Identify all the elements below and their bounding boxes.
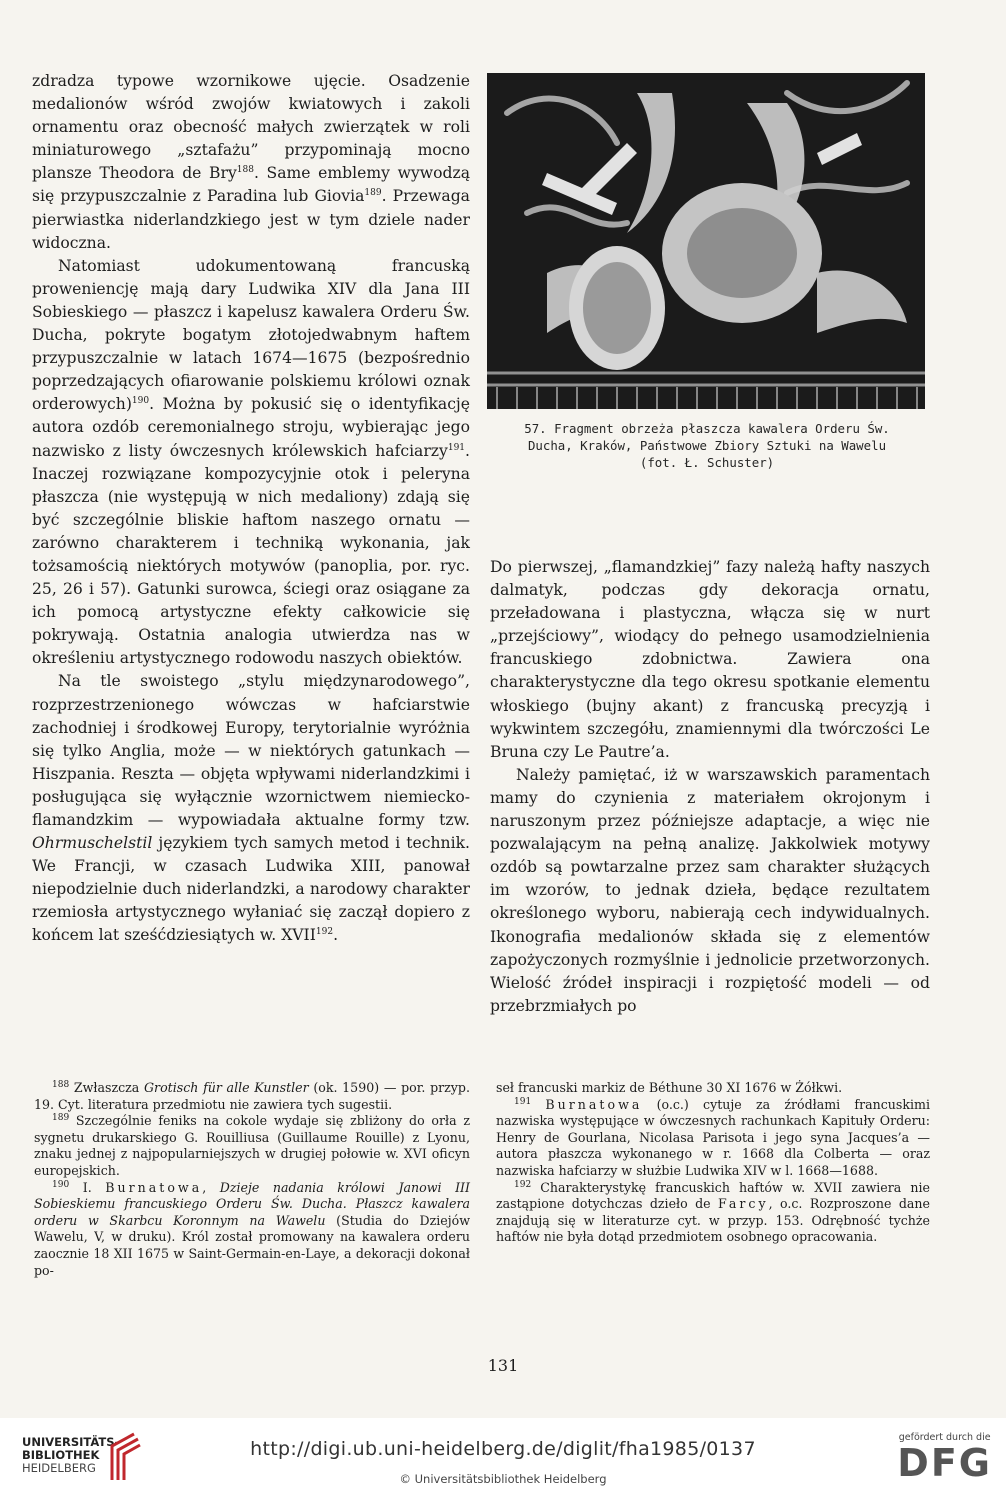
footnote-ref-188[interactable]: 188 — [236, 165, 254, 176]
caption-line: Ducha, Kraków, Państwowe Zbiory Sztuki na Wawelu — [527, 438, 887, 453]
footnote-190: $^{190}$ I. Burnatowa, Dzieje nadania królowi Janowi III Sobieskiemu francuskiego Orderu Św. Ducha. Płaszcz kawalera orderu w Skarbcu Koronnym na Wawelu (Studia do Dziejów Wawelu, V, w druku). Król został promowany na kawalera orderu zaocznie 18 XII 1675 w Saint-Germain-en-Laye, a dekoracji dokonał po- — [34, 1179, 470, 1278]
footnote-188: $^{188}$ Zwłaszcza Grotisch für alle Kunstler (ok. 1590) — por. przyp. 19. Cyt. literatura przedmiotu nie zawiera tych sugestii. — [34, 1079, 470, 1112]
footnote-ref-189[interactable]: 189 — [364, 188, 382, 199]
dfg-logo[interactable] — [897, 1432, 992, 1483]
footnote-ref-192[interactable]: 192 — [315, 927, 334, 938]
embroidery-photo-illustration — [487, 73, 925, 409]
footnotes-left — [34, 1080, 470, 1279]
left-paragraph-2: Natomiast udokumentowaną francuską proweniencję mają dary Ludwika XIV dla Jana III Sobieskiego — płaszcz i kapelusz kawalera Orderu Św. Ducha, pokryte bogatym złotojedwabnym haftem przypuszczalnie w latach 1674—1675 (bezpośrednio poprzedzających ofiarowanie polskiemu królowi oznak orderowych)$^{190}$. Można by pokusić się o identyfikację autora ozdób ceremonialnego stroju, wybierając jego nazwisko z listy ówczesnych królewskich hafciarzy$^{191}$. Inaczej rozwiązane kompozycyjnie otok i peleryna płaszcza (nie występują w nich medaliony) zdają się być szczególnie bliskie haftom naszego ornatu — zarówno charakterem i techniką wykonania, jak tożsamością niektórych motywów (panoplia, por. ryc. 25, 26 i 57). Gatunki surowca, ściegi oraz osiągane za ich pomocą artystyczne efekty całkowicie się pokrywają. Ostatnia analogia utwierdza nas w określeniu artystycznego rodowodu naszych obiektów. — [32, 256, 470, 668]
right-column — [490, 556, 930, 1018]
footnote-190-continued: seł francuski markiz de Béthune 30 XI 1676 w Żółkwi. — [496, 1080, 843, 1095]
library-name-line: HEIDELBERG — [22, 1461, 96, 1475]
permalink-url[interactable]: http://digi.ub.uni-heidelberg.de/diglit/fha1985/0137 — [250, 1438, 756, 1460]
left-paragraph-1: zdradza typowe wzornikowe ujęcie. Osadzenie medalionów wśród zwojów kwiatowych i zakoli ornamentu oraz obecność małych zwierzątek w roli miniaturowego „sztafażu” przypominają mocno plansze Theodora de Bry$^{188}$. Same emblemy wywodzą się przypuszczalnie z Paradina lub Giovia$^{189}$. Przewaga pierwiastka niderlandzkiego jest w tym dziele nader widoczna. — [32, 72, 470, 252]
footnote-189: $^{189}$ Szczególnie feniks na cokole wydaje się zbliżony do orła z sygnetu drukarskiego G. Rouilliusa (Guillaume Rouille) z Lyonu, znaku jednej z najpopularniejszych w drugiej połowie w. XVI oficyn europejskich. — [34, 1113, 470, 1178]
footnote-191: $^{191}$ Burnatowa (o.c.) cytuje za źródłami francuskimi nazwiska występujące w ówczesnych rachunkach Kapituły Orderu: Henry de Gourlana, Nicolasa Parisota i jego syna Jacques’a — autora płaszcza wykonanego w r. 1668 dla Colberta — oraz nazwiska hafciarzy w służbie Ludwika XIV w l. 1668—1688. — [496, 1096, 930, 1178]
figure-photo — [487, 73, 925, 409]
viewer-footer — [0, 1418, 1006, 1498]
figure-caption — [487, 420, 927, 471]
dfg-wordmark: DFG — [897, 1441, 992, 1485]
page-number: 131 — [487, 1356, 519, 1375]
library-name-line: BIBLIOTHEK — [22, 1448, 100, 1462]
footnote-ref-190[interactable]: 190 — [131, 396, 150, 407]
footnotes-right — [496, 1080, 930, 1246]
footnote-ref-191[interactable]: 191 — [447, 442, 466, 453]
left-column — [32, 70, 470, 948]
right-paragraph-1: Do pierwszej, „flamandzkiej” fazy należą hafty naszych dalmatyk, podczas gdy dekoracja ornatu, przeładowana i plastyczna, włącza się w nurt „przejściowy”, wiodący do pełnego usamodzielnienia francuskiego zdobnictwa. Zawiera ona charakterystyczne dla tego okresu spotkanie elementu włoskiego (bujny akant) z francuską precyzją i wykwintem szczegółu, znamiennymi dla twórczości Le Bruna czy Le Pautre’a. — [490, 558, 930, 761]
sponsor-text: gefördert durch die — [898, 1432, 991, 1443]
caption-line: 57. Fragment obrzeża płaszcza kawalera Orderu Św. — [524, 421, 890, 436]
footnote-192: $^{192}$ Charakterystykę francuskich haftów w. XVII zawiera nie zastąpione dotychczas dzieło de Farcy, o.c. Rozproszone dane znajdują się w literaturze cyt. w przyp. 153. Odrębność tychże haftów nie była dotąd przedmiotem osobnego opracowania. — [496, 1179, 930, 1245]
photo-credit: (fot. Ł. Schuster) — [639, 455, 775, 470]
right-paragraph-2: Należy pamiętać, iż w warszawskich paramentach mamy do czynienia z materiałem okrojonym i naruszonym przez późniejsze adaptacje, a więc nie pozwalającym na pełną analizę. Jakkolwiek motywy ozdób są powtarzalne przez sam charakter służących im wzorów, to jednak dzieła, będące rezultatem określonego wyboru, nabierają cech indywidualnych. Ikonografia medalionów składa się z elementów zapożyczonych rozmyślnie i jednolicie przetworzonych. Wielość źródeł inspiracji i rozpiętość modeli — od przebrzmiałych po — [490, 765, 930, 1015]
library-name-line: UNIVERSITÄTS- — [22, 1435, 120, 1449]
left-paragraph-3: Na tle swoistego „stylu międzynarodowego”, rozprzestrzenionego wówczas w hafciarstwie zachodniej i środkowej Europy, terytorialnie wyróżnia się tylko Anglia, może — w niektórych gatunkach — Hiszpania. Reszta — objęta wpływami niderlandzkimi i posługująca się wyłącznie wzornictwem niemiecko-flamandzkim — wypowiadała aktualne formy tzw. Ohrmuschelstil językiem tych samych metod i technik. We Francji, w czasach Ludwika XIII, panował niepodzielnie duch niderlandzki, a narodowy charakter rzemiosła artystycznego wyłaniać się zaczął dopiero z końcem lat sześćdziesiątych w. XVII$^{192}$. — [32, 672, 470, 945]
copyright-notice: © Universitätsbibliothek Heidelberg — [399, 1472, 607, 1486]
